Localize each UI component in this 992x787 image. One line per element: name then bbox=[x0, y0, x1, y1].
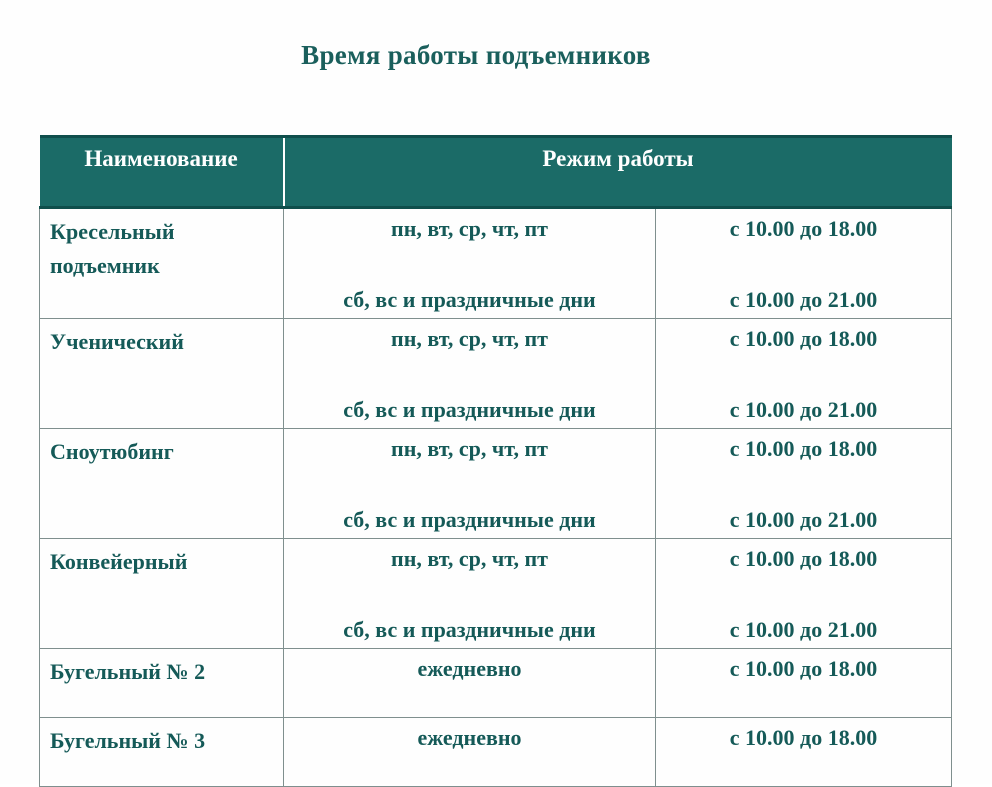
days-cell bbox=[284, 539, 656, 649]
table-row bbox=[40, 718, 952, 787]
weekend-hours: с 10.00 до 21.00 bbox=[729, 397, 878, 422]
weekday-label: пн, вт, ср, чт, пт bbox=[391, 546, 548, 571]
days-cell bbox=[284, 718, 656, 787]
lift-name: Бугельный № 2 bbox=[40, 649, 284, 718]
table-header-row bbox=[40, 137, 952, 208]
hours-cell bbox=[656, 208, 952, 319]
weekday-hours: с 10.00 до 18.00 bbox=[729, 326, 878, 351]
table-row bbox=[40, 208, 952, 319]
weekday-hours: с 10.00 до 18.00 bbox=[729, 216, 878, 241]
weekend-hours: с 10.00 до 21.00 bbox=[729, 507, 878, 532]
hours-cell bbox=[656, 718, 952, 787]
lift-name: Ученический bbox=[40, 319, 284, 429]
table-row bbox=[40, 429, 952, 539]
hours-cell bbox=[656, 319, 952, 429]
weekend-label: сб, вс и праздничные дни bbox=[343, 617, 596, 642]
weekday-label: пн, вт, ср, чт, пт bbox=[391, 326, 548, 351]
weekend-hours: с 10.00 до 21.00 bbox=[729, 287, 878, 312]
lift-schedule-table bbox=[39, 135, 952, 787]
weekday-hours: с 10.00 до 18.00 bbox=[729, 546, 878, 571]
daily-hours: с 10.00 до 18.00 bbox=[729, 656, 878, 681]
table-row bbox=[40, 649, 952, 718]
daily-label: ежедневно bbox=[417, 656, 522, 681]
weekend-hours: с 10.00 до 21.00 bbox=[729, 617, 878, 642]
weekday-hours: с 10.00 до 18.00 bbox=[729, 436, 878, 461]
days-cell bbox=[284, 319, 656, 429]
daily-label: ежедневно bbox=[417, 725, 522, 750]
weekday-label: пн, вт, ср, чт, пт bbox=[391, 436, 548, 461]
table-row bbox=[40, 539, 952, 649]
days-cell bbox=[284, 649, 656, 718]
page-title: Время работы подъемников bbox=[301, 40, 651, 70]
weekend-label: сб, вс и праздничные дни bbox=[343, 397, 596, 422]
table-row bbox=[40, 319, 952, 429]
weekend-label: сб, вс и праздничные дни bbox=[343, 287, 596, 312]
daily-hours: с 10.00 до 18.00 bbox=[729, 725, 878, 750]
weekend-label: сб, вс и праздничные дни bbox=[343, 507, 596, 532]
lift-name: Сноутюбинг bbox=[40, 429, 284, 539]
weekday-label: пн, вт, ср, чт, пт bbox=[391, 216, 548, 241]
column-header-mode: Режим работы bbox=[284, 137, 952, 208]
days-cell bbox=[284, 429, 656, 539]
column-header-name: Наименование bbox=[40, 137, 284, 208]
days-cell bbox=[284, 208, 656, 319]
lift-name: Конвейерный bbox=[40, 539, 284, 649]
hours-cell bbox=[656, 649, 952, 718]
lift-name: Бугельный № 3 bbox=[40, 718, 284, 787]
hours-cell bbox=[656, 429, 952, 539]
hours-cell bbox=[656, 539, 952, 649]
lift-name: Кресельный подъемник bbox=[40, 208, 284, 319]
